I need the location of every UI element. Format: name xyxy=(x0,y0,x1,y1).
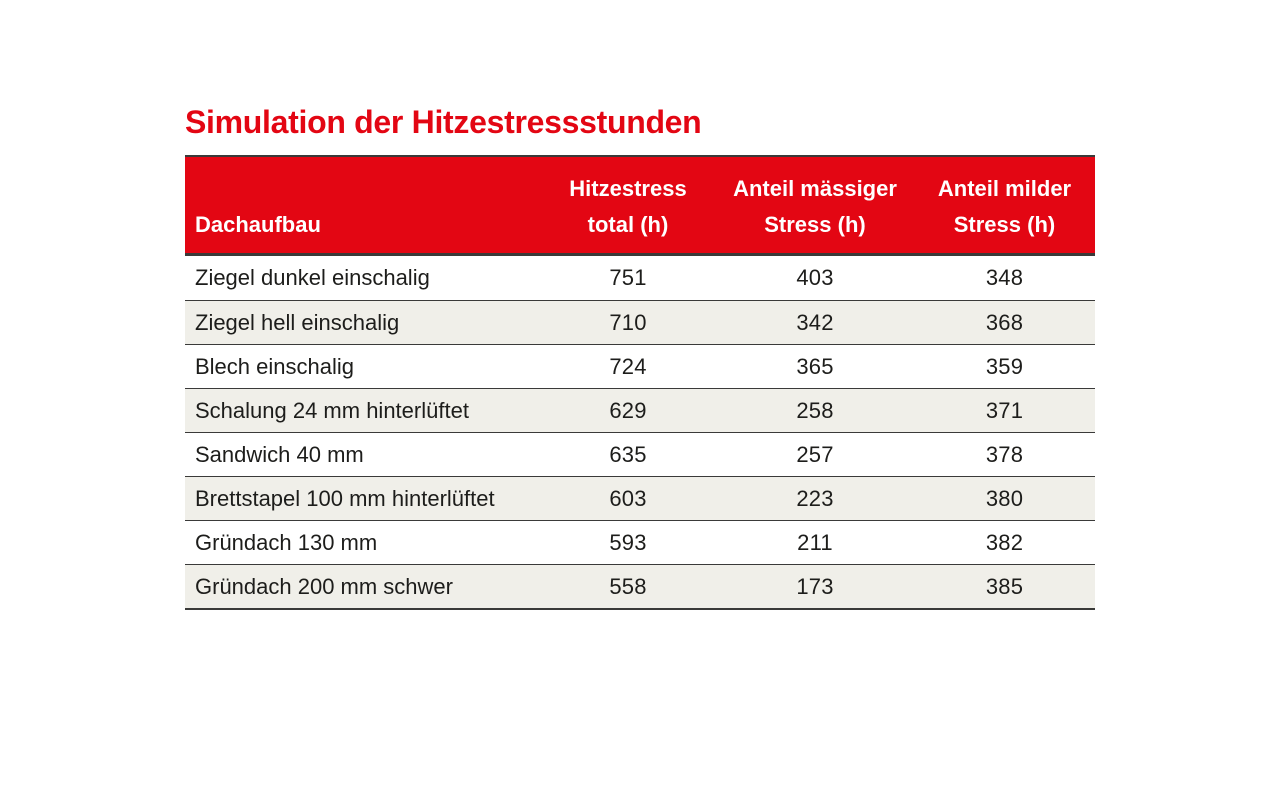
column-header-anteil-maessiger xyxy=(716,171,914,253)
hitzestress-table xyxy=(185,155,1095,610)
value-anteil-maessiger: 403 xyxy=(796,265,834,290)
column-header-line1: Hitzestress xyxy=(569,176,687,201)
value-anteil-maessiger: 342 xyxy=(796,309,834,335)
table-row xyxy=(185,388,1095,432)
row-label: Ziegel hell einschalig xyxy=(195,309,400,335)
table-row xyxy=(185,476,1095,520)
row-label: Ziegel dunkel einschalig xyxy=(195,265,430,290)
value-anteil-maessiger: 211 xyxy=(797,529,833,555)
value-anteil-maessiger: 173 xyxy=(796,573,834,599)
column-header-line2: total (h) xyxy=(587,212,669,237)
value-anteil-maessiger: 365 xyxy=(796,353,834,379)
row-label: Schalung 24 mm hinterlüftet xyxy=(195,397,469,423)
value-anteil-milder: 378 xyxy=(985,441,1024,467)
column-header-hitzestress-total xyxy=(540,171,716,253)
value-anteil-milder: 380 xyxy=(985,485,1024,511)
column-header-anteil-milder xyxy=(914,171,1095,253)
row-label: Blech einschalig xyxy=(195,353,354,379)
value-hitzestress-total: 710 xyxy=(609,309,647,335)
value-anteil-milder: 359 xyxy=(985,353,1024,379)
value-anteil-maessiger: 258 xyxy=(796,397,834,423)
value-hitzestress-total: 593 xyxy=(609,529,647,555)
row-label: Brettstapel 100 mm hinterlüftet xyxy=(195,485,495,511)
column-header-line2: Stress (h) xyxy=(764,212,866,237)
table-row xyxy=(185,432,1095,476)
table-row xyxy=(185,300,1095,344)
value-anteil-milder: 382 xyxy=(985,529,1024,555)
value-hitzestress-total: 751 xyxy=(609,265,647,290)
value-anteil-maessiger: 223 xyxy=(796,485,834,511)
value-anteil-maessiger: 257 xyxy=(796,441,834,467)
value-anteil-milder: 371 xyxy=(985,397,1024,423)
value-anteil-milder: 368 xyxy=(985,309,1024,335)
table-row xyxy=(185,344,1095,388)
column-header-line2: Stress (h) xyxy=(953,212,1056,237)
value-hitzestress-total: 724 xyxy=(609,353,647,379)
table-row xyxy=(185,564,1095,608)
table-body xyxy=(185,256,1095,608)
table-row xyxy=(185,256,1095,300)
value-hitzestress-total: 603 xyxy=(609,485,647,511)
value-hitzestress-total: 635 xyxy=(609,441,647,467)
value-anteil-milder: 385 xyxy=(985,573,1024,599)
table-row xyxy=(185,520,1095,564)
column-header-line1: Anteil mässiger xyxy=(733,176,897,201)
column-header-dachaufbau xyxy=(185,207,540,253)
row-label: Gründach 130 mm xyxy=(195,529,378,555)
row-label: Gründach 200 mm schwer xyxy=(195,573,453,599)
row-label: Sandwich 40 mm xyxy=(195,441,364,467)
value-hitzestress-total: 629 xyxy=(609,397,647,423)
table-header xyxy=(185,157,1095,256)
page-title: Simulation der Hitzestressstunden xyxy=(185,104,702,140)
value-hitzestress-total: 558 xyxy=(609,573,647,599)
value-anteil-milder: 348 xyxy=(985,265,1024,290)
column-header-line1: Anteil milder xyxy=(937,176,1072,201)
column-header-label: Dachaufbau xyxy=(195,212,321,237)
